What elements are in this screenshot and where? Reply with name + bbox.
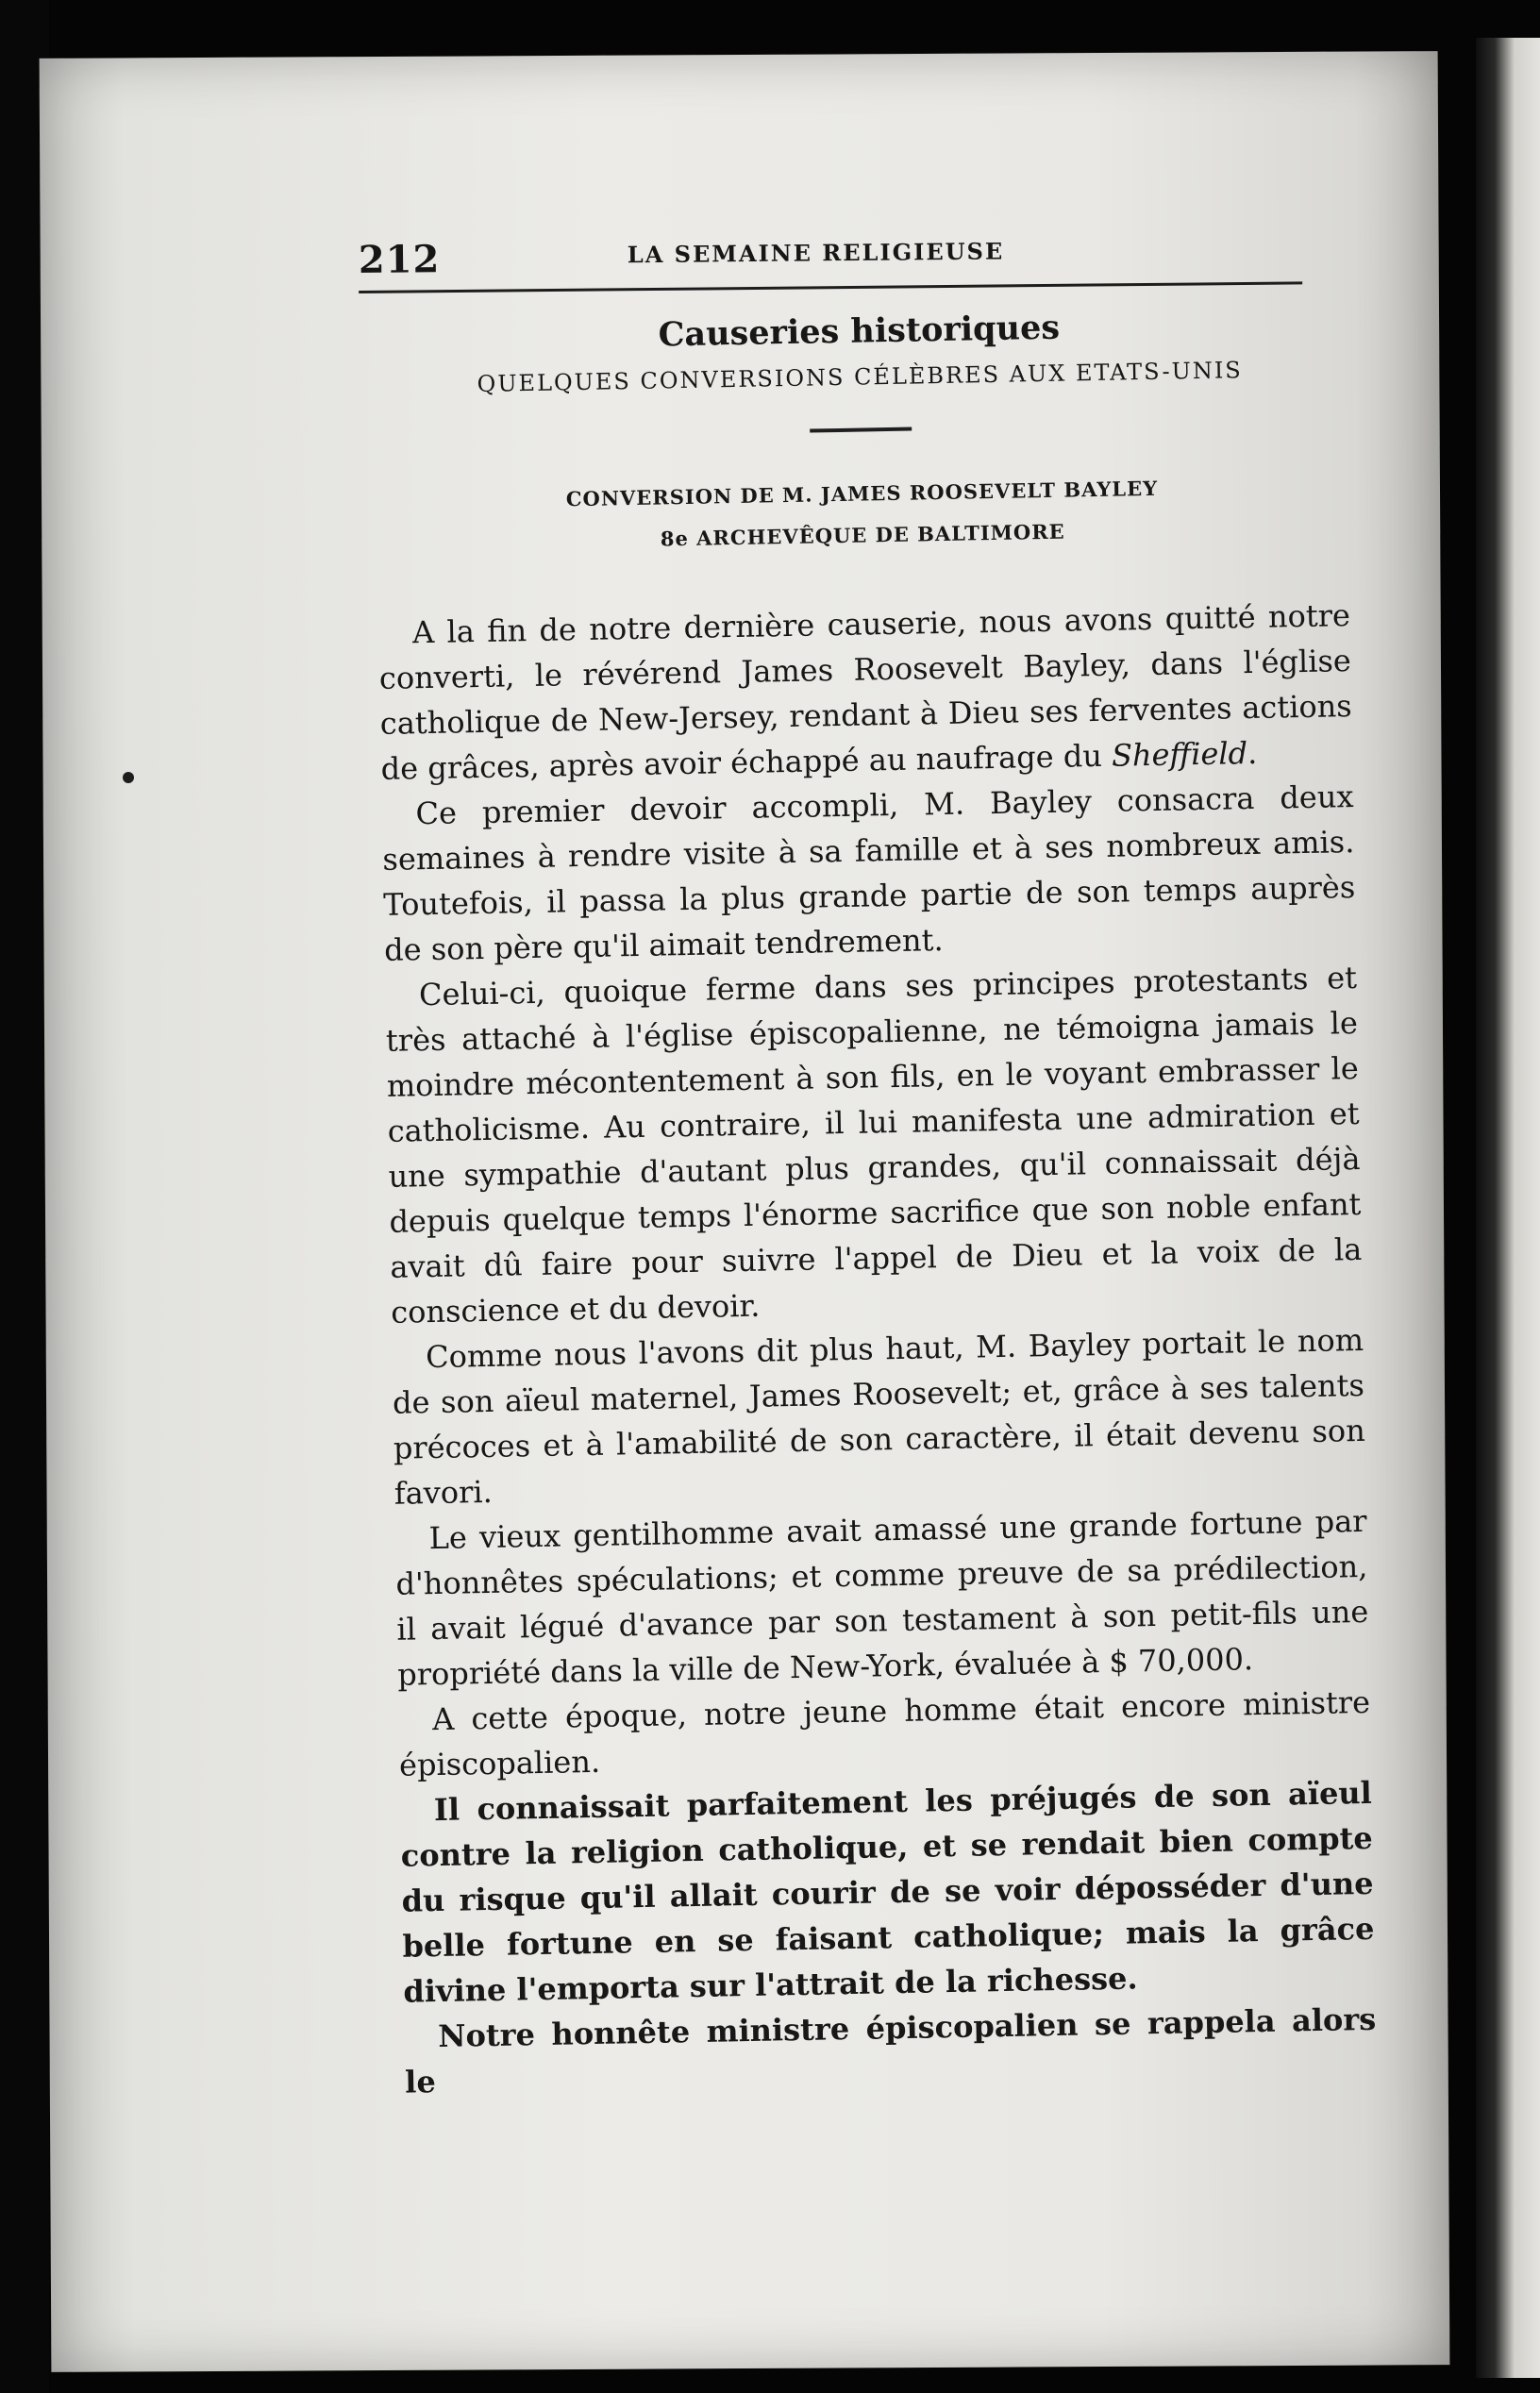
paragraph-2: Ce premier devoir accompli, M. Bayley consacra deux semaines à rendre visite à sa famille et à ses nombreux amis. Toutefois, il passa la plus grande partie de son temps auprès de son père qu'il aimait tendrement. bbox=[382, 778, 1356, 968]
adjacent-page-edge bbox=[1476, 38, 1540, 2378]
title-separator-rule bbox=[810, 427, 912, 433]
article-subtitle: QUELQUES CONVERSIONS CÉLÈBRES AUX ETATS-UNIS bbox=[477, 357, 1243, 397]
header-rule bbox=[359, 281, 1302, 293]
paragraph-3: Celui-ci, quoique ferme dans ses principes protestants et très attaché à l'église épiscopalienne, ne témoigna jamais le moindre mécontentement à son fils, en le voyant embrasser le catholicisme. Au contraire, il lui manifesta une admiration et une sympathie d'autant plus grandes, qu'il connaissait déjà depuis quelque temps l'énorme sacrifice que son noble enfant avait dû faire pour suivre l'appel de Dieu et la voix de la conscience et du devoir. bbox=[385, 960, 1363, 1330]
article-body bbox=[373, 303, 1377, 2105]
paragraph-4: Comme nous l'avons dit plus haut, M. Bayley portait le nom de son aïeul maternel, James Roosevelt; et, grâce à ses talents précoces et à l'amabilité de son caractère, il était devenu son favori. bbox=[392, 1321, 1366, 1512]
ship-name: Sheffield bbox=[1111, 735, 1248, 774]
paragraph-8: Notre honnête ministre épiscopalien se rappela alors le bbox=[404, 2000, 1377, 2100]
paragraph-1-text: A la fin de notre dernière causerie, nous avons quitté notre converti, le révérend James Roosevelt Bayley, dans l'église catholique de New-Jersey, rendant à Dieu ses ferventes actions de grâces, après avoir échappé au naufrage du bbox=[378, 597, 1352, 787]
page-number: 212 bbox=[358, 237, 441, 282]
section-heading-line-2: 8e ARCHEVÊQUE DE BALTIMORE bbox=[660, 519, 1065, 551]
section-heading-line-1: CONVERSION DE M. JAMES ROOSEVELT BAYLEY bbox=[565, 476, 1159, 511]
paragraph-5: Le vieux gentilhomme avait amassé une grande fortune par d'honnêtes spéculations; et comme preuve de sa prédilection, il avait légué d'avance par son testament à son petit-fils une propriété dans la ville de New-York, évaluée à $ 70,000. bbox=[395, 1502, 1369, 1693]
running-header bbox=[359, 228, 1313, 306]
paragraph-1-end: . bbox=[1247, 734, 1258, 772]
article-title: Causeries historiques bbox=[658, 308, 1061, 355]
ink-speck bbox=[123, 772, 134, 783]
paragraph-6: A cette époque, notre jeune homme était encore ministre épiscopalien. bbox=[398, 1683, 1371, 1783]
journal-title: LA SEMAINE RELIGIEUSE bbox=[627, 237, 1005, 269]
paragraph-1 bbox=[378, 593, 1353, 792]
paragraph-7: Il connaissait parfaitement les préjugés de son aïeul contre la religion catholique, et se rendait bien compte du risque qu'il allait courir de se voir déposséder d'une belle fortune en se faisant catholique; mais la grâce divine l'emporta sur l'attrait de la richesse. bbox=[400, 1774, 1375, 2010]
